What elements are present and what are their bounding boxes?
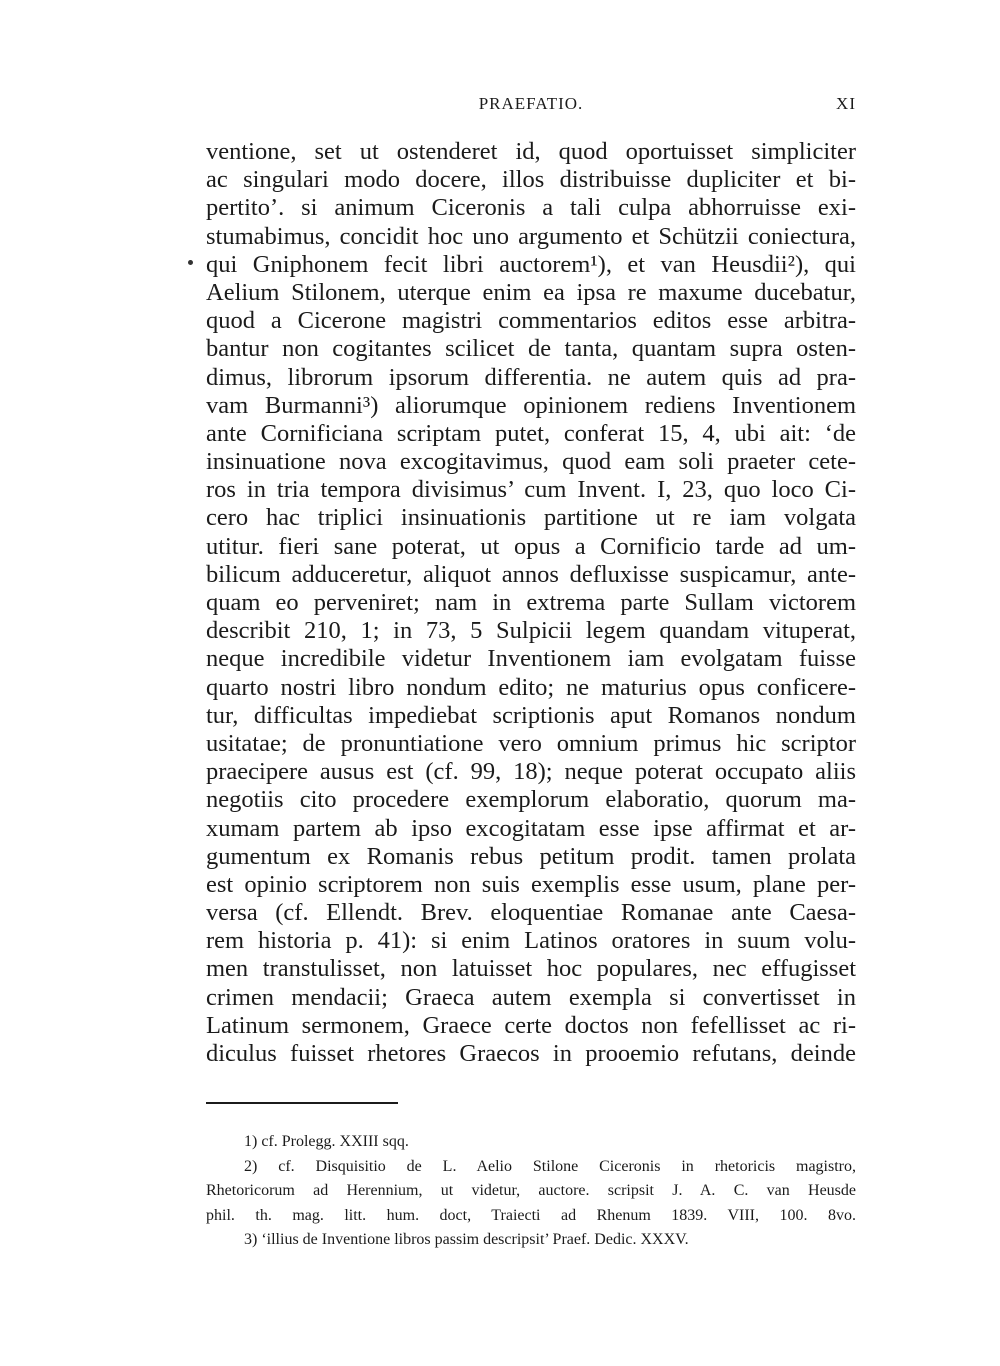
text-line: Aelium Stilonem, uterque enim ea ipsa re maxume ducebatur, (206, 278, 856, 306)
footnote-2-continued: phil. th. mag. litt. hum. doct, Traiecti ad Rhenum 1839. VIII, 100. 8vo. (206, 1206, 856, 1224)
text-line: quarto nostri libro nondum edito; ne maturius opus conficere- (206, 673, 856, 701)
text-line: quod a Cicerone magistri commentarios editos esse arbitra- (206, 307, 856, 335)
text-line: pertito’. si animum Ciceronis a tali culpa abhorruisse exi- (206, 194, 856, 222)
page-number: XI (836, 94, 856, 113)
text-line: neque incredibile videtur Inventionem iam evolgatam fuisse (206, 645, 856, 673)
body-text (206, 138, 856, 1068)
text-line: bantur non cogitantes scilicet de tanta, quantam supra osten- (206, 335, 856, 363)
footnote-3: 3) ‘illius de Inventione libros passim descripsit’ Praef. Dedic. XXXV. (244, 1231, 689, 1248)
text-line: vam Burmanni³) aliorumque opinionem rediens Inventionem (206, 391, 856, 419)
text-line: ante Cornificiana scriptam putet, conferat 15, 4, ubi ait: ‘de (206, 419, 856, 447)
text-line: ros in tria tempora divisimus’ cum Invent. I, 23, quo loco Ci- (206, 476, 856, 504)
text-line: praecipere ausus est (cf. 99, 18); neque poterat occupato aliis (206, 758, 856, 786)
footnote-2-continued: Rhetoricorum ad Herennium, ut videtur, auctore. scripsit J. A. C. van Heusde (206, 1182, 856, 1199)
running-title: PRAEFATIO. (478, 94, 584, 113)
text-line: xumam partem ab ipso excogitatam esse ipse affirmat et ar- (206, 814, 856, 842)
footnote-2: 2) cf. Disquisitio de L. Aelio Stilone Ciceronis in rhetoricis magistro, (244, 1157, 856, 1175)
running-head (206, 94, 856, 118)
text-line: rem historia p. 41): si enim Latinos oratores in suum volu- (206, 927, 856, 955)
text-line: Latinum sermonem, Graece certe doctos non fefellisset ac ri- (206, 1011, 856, 1039)
text-line: dimus, librorum ipsorum differentia. ne autem quis ad pra- (206, 363, 856, 391)
footnote-separator (206, 1102, 398, 1104)
text-line: ac singulari modo docere, illos distribuisse dupliciter et bi- (206, 166, 856, 194)
text-line: cero hac triplici insinuationis partitione ut re iam volgata (206, 504, 856, 532)
text-line: est opinio scriptorem non suis exemplis esse usum, plane per- (206, 870, 856, 898)
text-line: stumabimus, concidit hoc uno argumento et Schützii coniectura, (206, 222, 856, 250)
text-line: ventione, set ut ostenderet id, quod oportuisset simpliciter (206, 138, 856, 165)
text-line: diculus fuisset rhetores Graecos in prooemio refutans, deinde (206, 1040, 856, 1067)
text-line: gumentum ex Romanis rebus petitum prodit. tamen prolata (206, 842, 856, 870)
text-line: usitatae; de pronuntiatione vero omnium primus hic scriptor (206, 729, 856, 757)
margin-dot-mark (188, 260, 193, 265)
text-line: versa (cf. Ellendt. Brev. eloquentiae Romanae ante Caesa- (206, 899, 856, 927)
text-line: utitur. fieri sane poterat, ut opus a Cornificio tarde ad um- (206, 532, 856, 560)
footnotes (206, 1130, 856, 1253)
text-line: men transtulisset, non latuisset hoc populares, nec effugisset (206, 955, 856, 983)
text-line: tur, difficultas impediebat scriptionis aput Romanos nondum (206, 701, 856, 729)
text-line: negotiis cito procedere exemplorum elaboratio, quorum ma- (206, 786, 856, 814)
text-line: bilicum adduceretur, aliquot annos defluxisse suspicamur, ante- (206, 560, 856, 588)
text-line: describit 210, 1; in 73, 5 Sulpicii legem quandam vituperat, (206, 617, 856, 645)
text-line: qui Gniphonem fecit libri auctorem¹), et van Heusdii²), qui (206, 250, 856, 278)
text-line: quam eo perveniret; nam in extrema parte Sullam victorem (206, 589, 856, 616)
footnote-1: 1) cf. Prolegg. XXIII sqq. (244, 1133, 409, 1150)
text-line: insinuatione nova excogitavimus, quod eam soli praeter cete- (206, 448, 856, 476)
text-line: crimen mendacii; Graeca autem exempla si convertisset in (206, 983, 856, 1011)
